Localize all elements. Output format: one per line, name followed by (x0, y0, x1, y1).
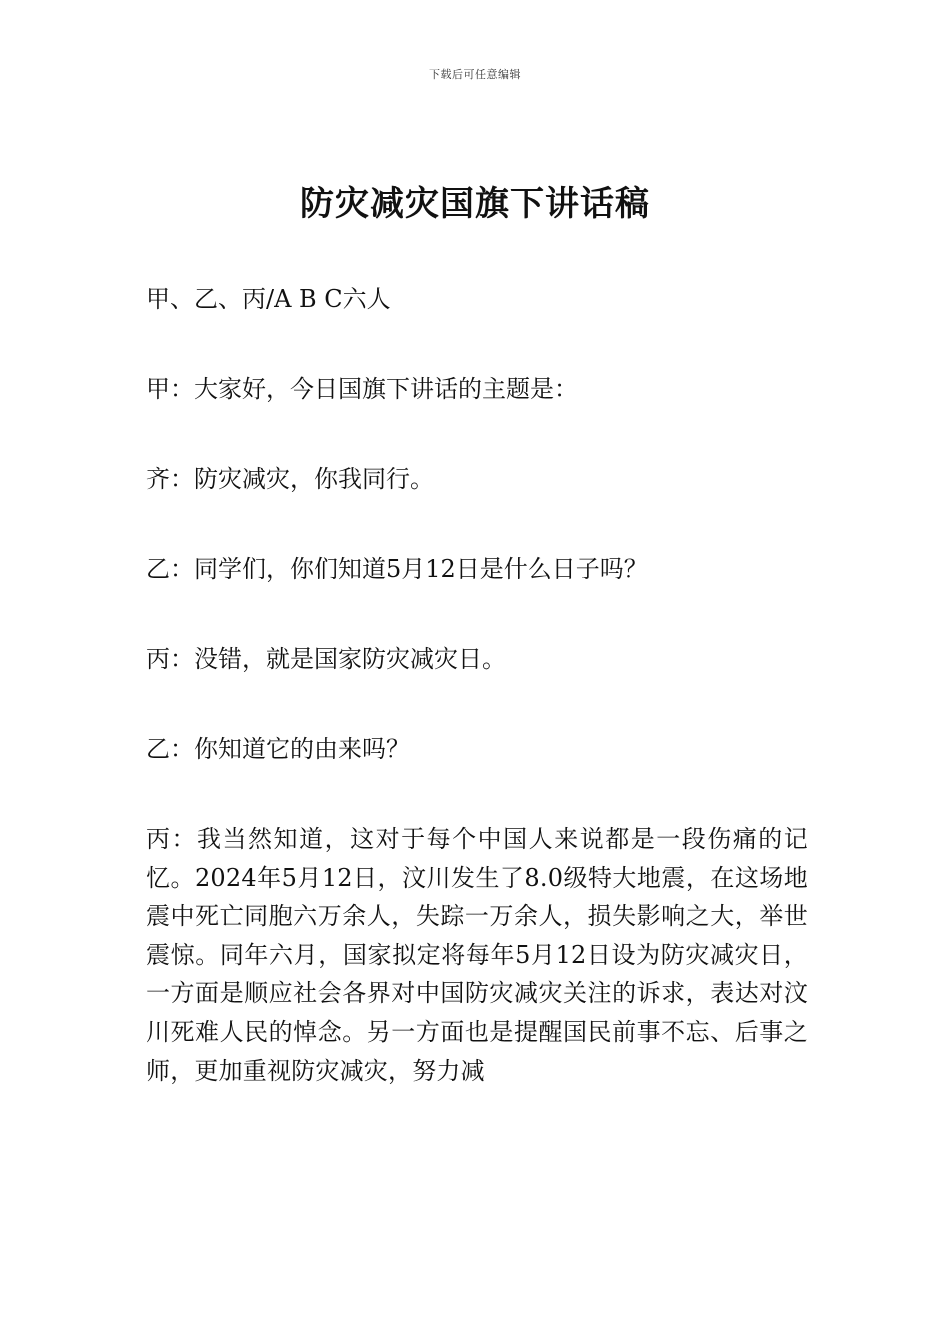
header-note: 下载后可任意编辑 (429, 68, 521, 81)
script-line-bing-answer: 丙：没错，就是国家防灾减灾日。 (146, 645, 506, 673)
page-title: 防灾减灾国旗下讲话稿 (300, 184, 650, 224)
script-line-yi-question: 乙：同学们，你们知道5月12日是什么日子吗？ (146, 555, 648, 583)
script-line-jia-intro: 甲：大家好，今日国旗下讲话的主题是： (146, 375, 578, 403)
script-line-roles: 甲、乙、丙/A B C六人 (146, 285, 391, 313)
script-line-all-theme: 齐：防灾减灾，你我同行。 (146, 465, 434, 493)
script-line-yi-origin: 乙：你知道它的由来吗？ (146, 735, 410, 763)
document-body (146, 280, 808, 1090)
script-paragraph-bing-explanation: 丙：我当然知道，这对于每个中国人来说都是一段伤痛的记忆。2024年5月12日，汶川发生了8.0级特大地震，在这场地震中死亡同胞六万余人，失踪一万余人，损失影响之大，举世震惊。同年六月，国家拟定将每年5月12日设为防灾减灾日，一方面是顺应社会各界对中国防灾减灾关注的诉求，表达对汶川死难人民的悼念。另一方面也是提醒国民前事不忘、后事之师，更加重视防灾减灾，努力减 (146, 825, 808, 1085)
